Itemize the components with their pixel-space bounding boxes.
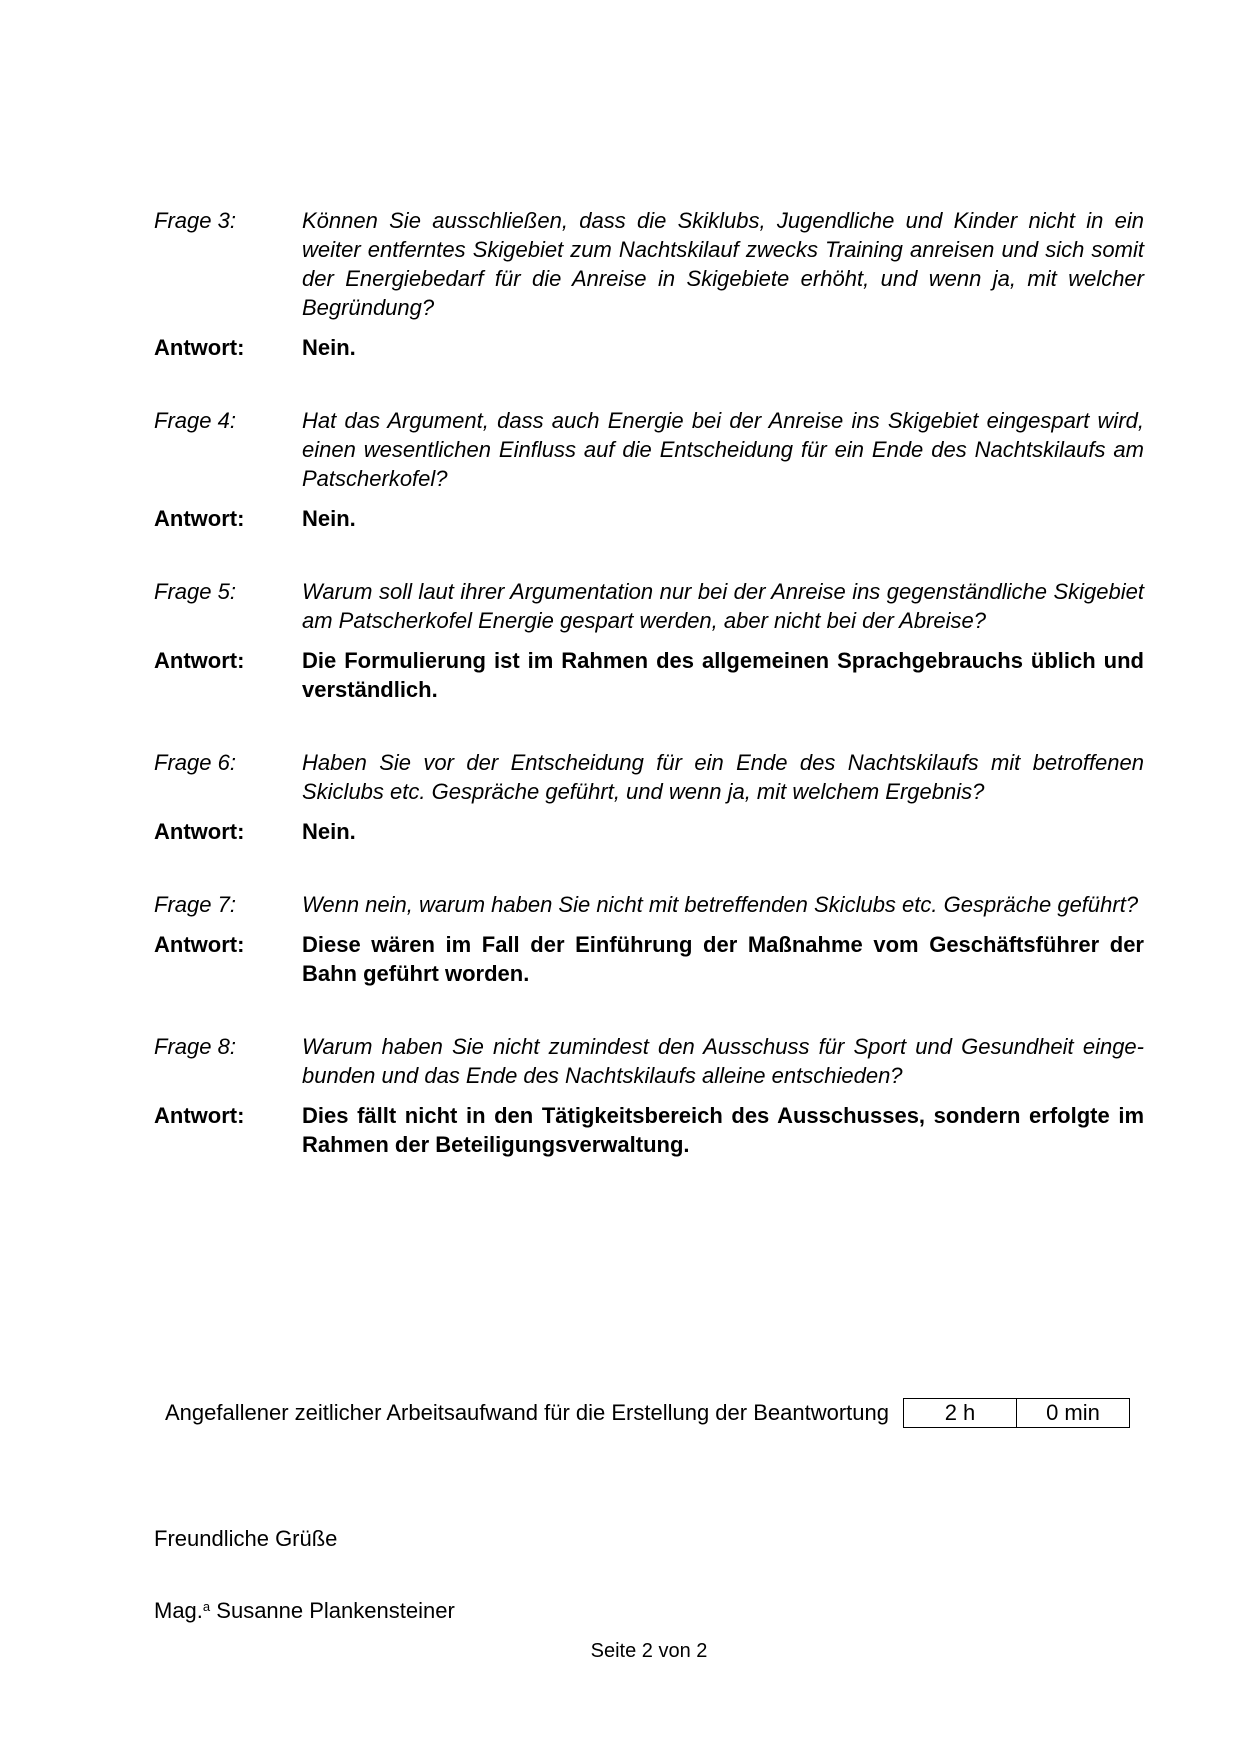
question	[154, 890, 1144, 919]
closing-greeting: Freundliche Grüße	[154, 1526, 338, 1551]
answer	[154, 646, 1144, 704]
name-prefix: Mag.	[154, 1598, 203, 1623]
answer-text: Nein.	[302, 506, 356, 531]
question-text: Warum soll laut ihrer Argumentation nur bei der Anreise ins gegenständliche Skigebiet am Patscherkofel Energie gespart werden, aber nicht bei der Abreise?	[302, 579, 1144, 633]
question-label: Frage 4:	[154, 408, 236, 433]
answer-text: Nein.	[302, 335, 356, 360]
question	[154, 1032, 1144, 1090]
answer-label: Antwort:	[154, 819, 245, 844]
question	[154, 748, 1144, 806]
question-label: Frage 6:	[154, 750, 236, 775]
qa-list	[154, 206, 1144, 1203]
question-text: Können Sie ausschließen, dass die Skiklubs, Jugendliche und Kinder nicht in ein weiter entferntes Skigebiet zum Nachtskilauf zwecks Training anreisen und sich somit der Energiebedarf für die Anreise in Skigebiete erhöht, und wenn ja, mit welcher Begründung?	[302, 208, 1144, 320]
effort-hours: 2 h	[944, 1400, 976, 1425]
answer	[154, 333, 1144, 362]
effort-minutes: 0 min	[1016, 1399, 1129, 1427]
answer-label: Antwort:	[154, 932, 245, 957]
question	[154, 206, 1144, 322]
answer-label: Antwort:	[154, 335, 245, 360]
question	[154, 577, 1144, 635]
effort-label: Angefallener zeitlicher Arbeitsaufwand für die Erstellung der Beantwortung	[165, 1400, 889, 1425]
answer	[154, 817, 1144, 846]
answer-text: Nein.	[302, 819, 356, 844]
answer-text: Dies fällt nicht in den Tätigkeitsbereich des Ausschusses, sondern erfolgte im Rahmen der Beteiligungsverwaltung.	[302, 1103, 1144, 1157]
question-text: Haben Sie vor der Entscheidung für ein Ende des Nachtskilaufs mit betroffenen Skiclubs etc. Gespräche geführt, und wenn ja, mit welchem Ergebnis?	[302, 750, 1144, 804]
question-text: Warum haben Sie nicht zumindest den Ausschuss für Sport und Gesundheit eingebunden und das Ende des Nachtskilaufs alleine entschieden?	[302, 1034, 1144, 1088]
qa-item-4	[154, 406, 1144, 533]
qa-item-7	[154, 890, 1144, 988]
question-text: Hat das Argument, dass auch Energie bei der Anreise ins Skigebiet eingespart wird, einen wesentlichen Einfluss auf die Entscheidung für ein Ende des Nachtskilaufs am Patscherkofel?	[302, 408, 1144, 491]
question-label: Frage 5:	[154, 579, 236, 604]
qa-item-3	[154, 206, 1144, 362]
effort-box	[903, 1398, 1130, 1428]
qa-item-5	[154, 577, 1144, 704]
question	[154, 406, 1144, 493]
name: Susanne Plankensteiner	[216, 1598, 455, 1623]
question-text: Wenn nein, warum haben Sie nicht mit betreffenden Skiclubs etc. Gespräche geführt?	[302, 892, 1139, 917]
answer-label: Antwort:	[154, 1103, 245, 1128]
qa-item-6	[154, 748, 1144, 846]
answer-label: Antwort:	[154, 648, 245, 673]
answer	[154, 930, 1144, 988]
question-label: Frage 7:	[154, 892, 236, 917]
answer-label: Antwort:	[154, 506, 245, 531]
page-number: Seite 2 von 2	[590, 1640, 708, 1662]
answer	[154, 504, 1144, 533]
effort-row	[165, 1398, 1130, 1428]
question-label: Frage 3:	[154, 208, 236, 233]
answer-text: Diese wären im Fall der Einführung der Maßnahme vom Geschäftsführer der Bahn geführt worden.	[302, 932, 1144, 986]
answer-text: Die Formulierung ist im Rahmen des allgemeinen Sprachgebrauchs üblich und verständlich.	[302, 648, 1144, 702]
question-label: Frage 8:	[154, 1034, 236, 1059]
signature-name	[154, 1598, 455, 1624]
answer	[154, 1101, 1144, 1159]
qa-item-8	[154, 1032, 1144, 1159]
name-prefix-sup: a	[202, 1599, 211, 1614]
